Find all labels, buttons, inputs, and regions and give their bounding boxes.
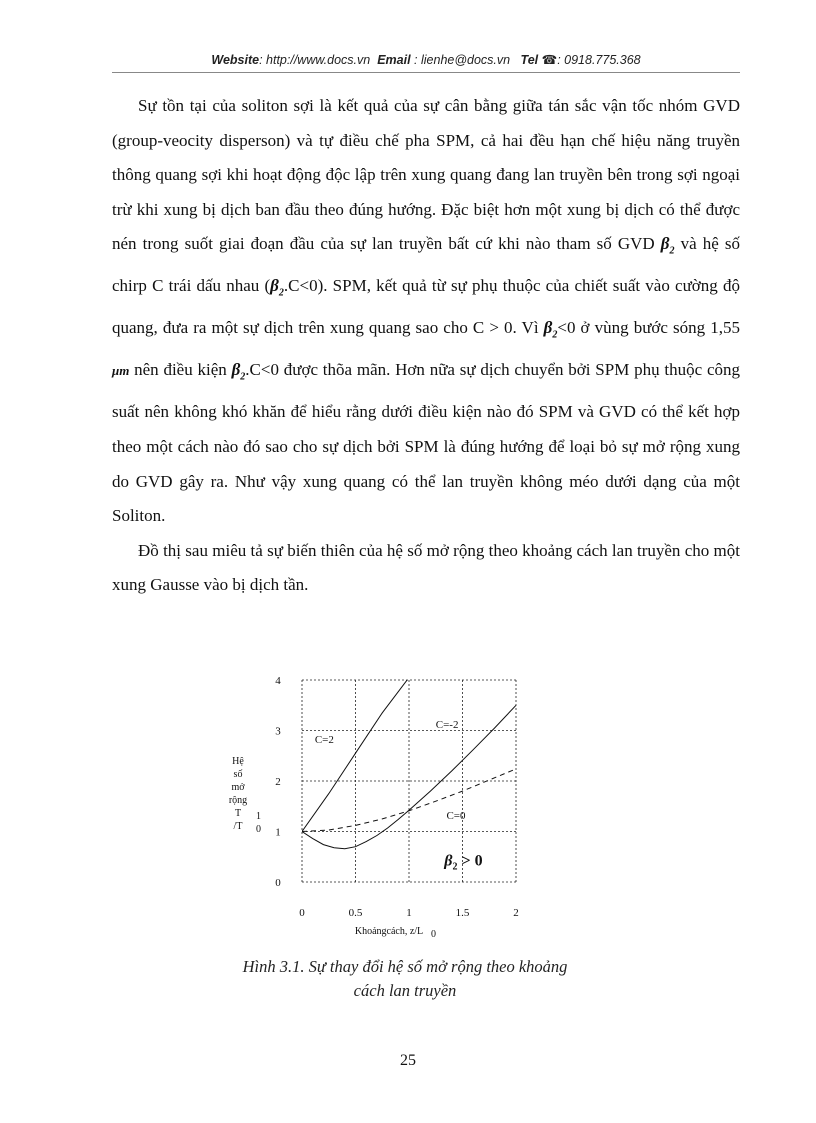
beta2-symbol: $\beta_2$ <box>660 234 675 257</box>
tel-value: : 0918.775.368 <box>557 53 641 67</box>
y-axis-label-line: T <box>234 808 242 819</box>
website-value: : http://www.docs.vn <box>259 53 371 67</box>
y-tick-label: 0 <box>275 877 281 889</box>
x-tick-label: 1 <box>406 907 412 919</box>
y-axis-label-line: /T <box>233 821 243 832</box>
x-axis-label-sub: 0 <box>431 929 436 940</box>
beta2-symbol: $\beta_2$ <box>231 360 246 383</box>
series-label: C=2 <box>314 734 334 747</box>
y-axis-label-line: số <box>233 769 243 780</box>
y-axis-label-line: mở <box>231 782 245 793</box>
beta2-annotation: $\beta_2 > 0$ <box>444 852 483 873</box>
series-line-C2 <box>302 672 516 832</box>
y-tick-label: 2 <box>275 776 281 788</box>
caption-line-1: Hình 3.1. Sự thay đổi hệ số mở rộng theo khoảng <box>242 957 568 976</box>
website-label: Website <box>211 53 260 67</box>
micrometer-unit: μm <box>112 363 130 379</box>
y-axis-label-line: rộng <box>228 795 248 806</box>
series-label: C=-2 <box>435 718 459 731</box>
x-tick-label: 1.5 <box>455 907 470 919</box>
caption-line-2: cách lan truyền <box>353 981 457 1000</box>
paragraph-1: Sự tồn tại của soliton sợi là kết quả của sự cân bằng giữa tán sắc vận tốc nhóm GVD (group-veocity disperson) và tự điều chế pha SPM, cả hai đều hạn chế hiệu năng truyền thông quang sợi khi hoạt động độc lập trên xung quang đang lan truyền bên trong sợi ngoại trừ khi xung bị dịch ban đầu theo đúng hướng. Đặc biệt hơn một xung bị dịch có thể được nén trong suốt giai đoạn đầu của sự lan truyền bất cứ khi nào tham số GVD $\beta_2$ và hệ số chirp C trái dấu nhau $(\beta_2.C<0)$. SPM, kết quả từ sự phụ thuộc của chiết suất vào cường độ quang, đưa ra một sự dịch trên xung quang sao cho C > 0. Vì $\beta_2<0$ ở vùng bước sóng 1,55 μm nên điều kiện $\beta_2.C<0$ được thõa mãn. Hơn nữa sự dịch chuyển bởi SPM phụ thuộc công suất nên không khó khăn để hiểu rằng dưới điều kiện nào đó SPM và GVD có thể kết hợp theo một cách nào đó sao cho sự dịch bởi SPM là đúng hướng để loại bỏ sự mở rộng xung do GVD gây ra. Như vậy xung quang có thể lan truyền không méo dưới dạng của một Soliton. <box>112 96 740 526</box>
broadening-factor-chart <box>220 672 540 944</box>
beta2-symbol: $\beta_2$ <box>270 276 284 299</box>
x-axis-label: Khoảngcách, z/L <box>354 926 424 937</box>
header-divider <box>112 72 740 73</box>
beta2-symbol: $\beta_2$ <box>543 318 558 341</box>
y-tick-label: 4 <box>275 675 281 687</box>
chart-grid <box>302 680 516 882</box>
y-axis-label-sub: 1 <box>256 811 261 822</box>
body-text <box>112 89 740 603</box>
page-header <box>112 52 740 67</box>
x-tick-label: 0 <box>299 907 305 919</box>
x-tick-label: 2 <box>513 907 519 919</box>
tel-label: Tel ☎ <box>520 53 558 67</box>
y-axis-label-sub: 0 <box>256 824 261 835</box>
y-tick-label: 3 <box>275 725 281 738</box>
chart-labels <box>229 675 519 940</box>
y-tick-label: 1 <box>275 826 281 839</box>
email-value: : lienhe@docs.vn <box>410 53 511 67</box>
paragraph-2: Đồ thị sau miêu tả sự biến thiên của hệ số mở rộng theo khoảng cách lan truyền cho một xung Gausse vào bị dịch tần. <box>112 540 740 595</box>
figure-caption <box>180 955 630 1003</box>
x-tick-label: 0.5 <box>348 907 363 919</box>
y-axis-label-line: Hệ <box>232 756 244 767</box>
page-number: 25 <box>400 1052 416 1069</box>
series-label: C=0 <box>446 809 466 822</box>
email-label: Email <box>377 53 411 67</box>
